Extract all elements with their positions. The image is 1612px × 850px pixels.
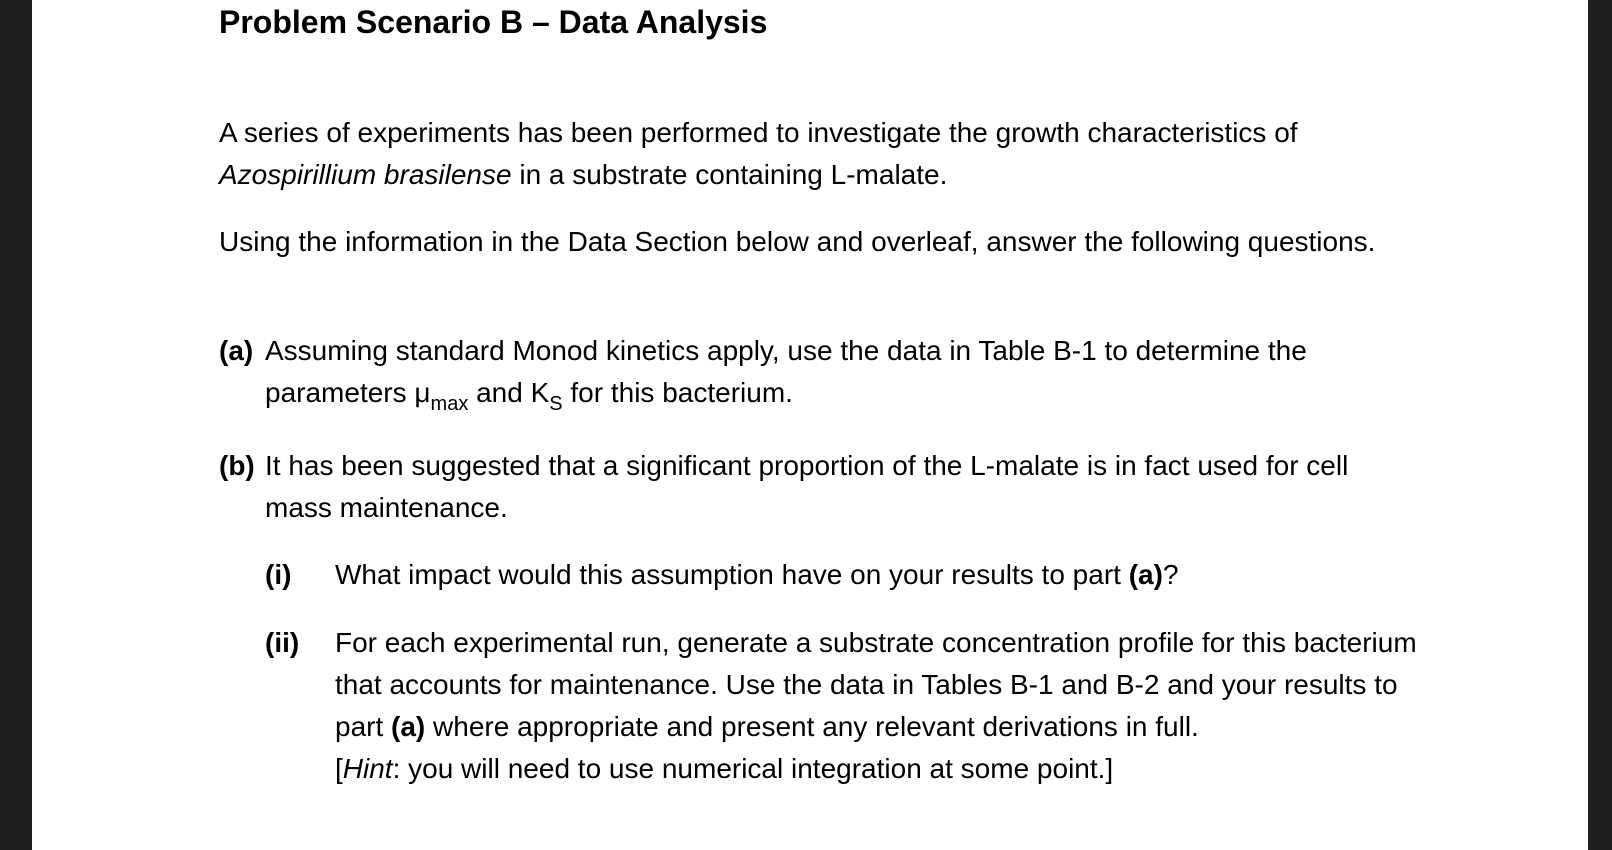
- organism-name: Azospirillium brasilense: [219, 159, 512, 190]
- question-a-text-3: for this bacterium.: [562, 377, 793, 408]
- question-a-text: [265, 330, 1419, 414]
- question-b-ii-body: [335, 622, 1419, 790]
- document-page: [32, 0, 1588, 850]
- question-b-i-text-1: What impact would this assumption have on your results to part: [335, 559, 1129, 590]
- intro-text-start: A series of experiments has been performed to investigate the growth characteristics of: [219, 117, 1298, 148]
- question-b-text: It has been suggested that a significant proportion of the L-malate is in fact used for cell mass maintenance.: [265, 450, 1349, 523]
- page-title: Problem Scenario B – Data Analysis: [219, 4, 768, 40]
- hint-rest: : you will need to use numerical integration at some point.]: [392, 753, 1114, 784]
- hint-open-bracket: [: [335, 753, 343, 784]
- question-b-label: (b): [219, 450, 255, 481]
- hint-word: Hint: [342, 753, 393, 784]
- question-b-ii-text-2: where appropriate and present any relevant derivations in full.: [425, 711, 1199, 742]
- question-b-i-label: (i): [265, 559, 292, 590]
- intro-text-end: in a substrate containing L-malate.: [511, 159, 948, 190]
- question-b-ii-label: (ii): [265, 627, 300, 658]
- question-b-ii: [265, 622, 1419, 790]
- ks-subscript: S: [549, 393, 563, 415]
- question-b-i: [265, 554, 1179, 596]
- question-b-i-text-2: ?: [1162, 559, 1179, 590]
- question-a-label: (a): [219, 335, 254, 366]
- question-a-text-1: Assuming standard Monod kinetics apply, use the data in Table B-1 to determine the parameters μ: [265, 335, 1307, 408]
- question-a: [219, 330, 1419, 414]
- instructions-paragraph: Using the information in the Data Section below and overleaf, answer the following questions.: [219, 226, 1376, 257]
- mu-max-subscript: max: [430, 393, 469, 415]
- question-b-i-text: [335, 554, 1179, 596]
- question-b-ii-text: [335, 622, 1419, 748]
- part-a-reference: (a): [391, 711, 426, 742]
- question-b: [219, 445, 1419, 529]
- part-a-reference: (a): [1128, 559, 1163, 590]
- hint-text: [335, 748, 1419, 790]
- question-a-text-2: and K: [468, 377, 550, 408]
- question-b-ii-text-1: For each experimental run, generate a substrate concentration profile for this bacterium that accounts for maintenance. Use the data in Tables B-1 and B-2 and your results to part: [335, 627, 1417, 742]
- intro-paragraph: [219, 112, 1419, 196]
